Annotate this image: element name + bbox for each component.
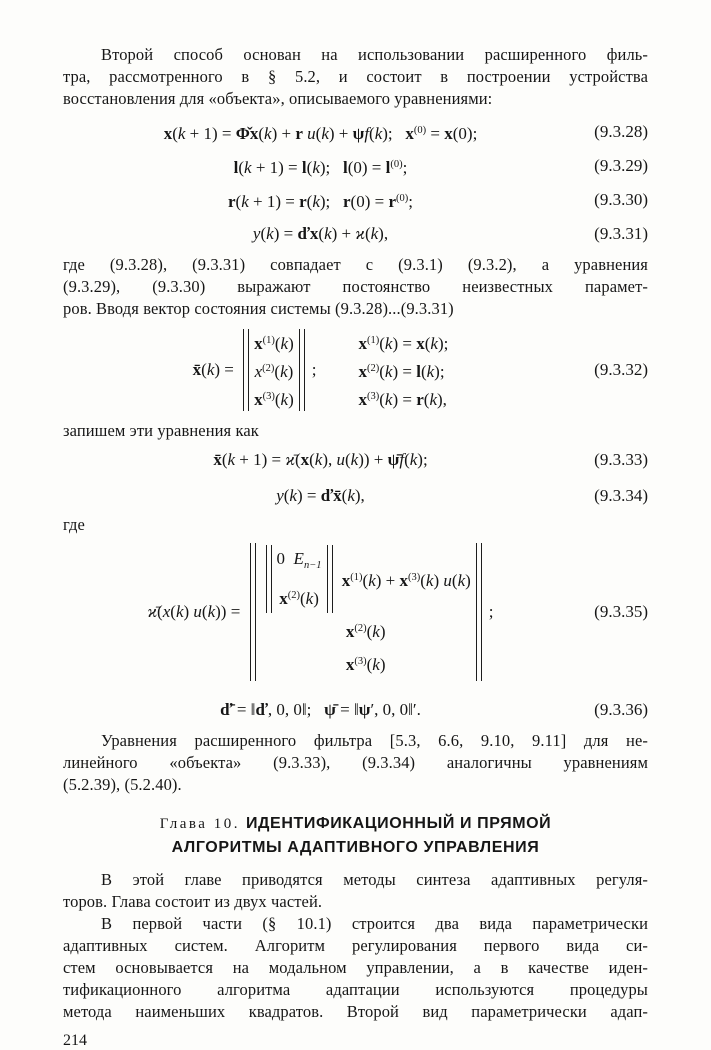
equation-body: l(k + 1) = l(k); $l(0) = l^{(0)}$;: [233, 157, 408, 177]
text-line: (9.3.29), (9.3.30) выражают постоянство неизвестных парамет-: [63, 277, 648, 296]
matrix-row: $x^{(3)}(k)$: [254, 390, 294, 409]
chapter-heading-line2: АЛГОРИТМЫ АДАПТИВНОГО УПРАВЛЕНИЯ: [171, 839, 540, 856]
equation-body: x(k + 1) = Φ̌x(k) + r u(k) + ψf(k); $x^{(0)} = x(0)$;: [163, 123, 478, 143]
norm-bar-icon: [299, 329, 305, 411]
text-line: тра, рассмотренного в § 5.2, и состоит в построении устройства: [63, 67, 648, 86]
chapter-heading: [63, 812, 648, 859]
page-number: 214: [63, 1032, 87, 1049]
chapter-title-part1: ИДЕНТИФИКАЦИОННЫЙ И ПРЯМОЙ: [245, 815, 552, 832]
text-line: Второй способ основан на использовании расширенного филь-: [101, 45, 648, 64]
text-line: где: [63, 515, 85, 534]
row-expression: $x^{(1)}(k) + x^{(3)}(k)$ u(k): [341, 570, 471, 590]
equation-body: r(k + 1) = r(k); $r(0) = r^{(0)}$;: [227, 191, 413, 211]
matrix-row: $x^{(1)}(k)$: [254, 334, 294, 353]
vector-row-1: [261, 544, 471, 614]
text-line: запишем эти уравнения как: [63, 421, 259, 440]
outer-vector: [261, 542, 471, 682]
equation-lhs: x̄(k) =: [192, 360, 239, 379]
equation-9-3-34: [63, 482, 648, 510]
matrix-row: $x^{(1)}(k) = x(k)$;: [358, 334, 449, 353]
paragraph-intro: [63, 44, 648, 110]
text-line: В первой части (§ 10.1) строится два вида параметрически: [101, 914, 648, 933]
equation-number: (9.3.30): [594, 190, 648, 209]
equation-9-3-29: [63, 152, 648, 180]
text-line: тификационного алгоритма адаптации используются процедуры: [63, 980, 648, 999]
text-line: стем основывается на модальном управлении, а в качестве иден-: [63, 958, 648, 977]
matrix-row: 0 $E_{n-1}$: [276, 549, 322, 571]
equation-number: (9.3.33): [594, 450, 648, 469]
equation-number: (9.3.32): [594, 360, 648, 379]
text-line: линейного «объекта» (9.3.33), (9.3.34) аналогичны уравнениям: [63, 753, 648, 772]
paragraph-rewrite: [63, 420, 648, 442]
equation-number: (9.3.34): [594, 486, 648, 505]
matrix-row: $x^{(2)}(k)$: [279, 589, 319, 608]
matrix-row: $x^{(2)}(k) = l(k)$;: [358, 362, 445, 381]
equation-9-3-35: [63, 538, 648, 686]
semicolon: ;: [488, 602, 494, 621]
matrix-row: $x^{(2)}(k)$: [254, 362, 294, 381]
text-line: В этой главе приводятся методы синтеза адаптивных регуля-: [101, 870, 648, 889]
equation-number: (9.3.29): [594, 156, 648, 175]
paragraph-chapter-intro: [63, 869, 648, 913]
text-line: где (9.3.28), (9.3.31) совпадает с (9.3.1) (9.3.2), а уравнения: [63, 255, 648, 274]
text-line: Уравнения расширенного фильтра [5.3, 6.6, 9.10, 9.11] для не-: [101, 731, 648, 750]
text-line: метода наименьших квадратов. Второй вид параметрически адап-: [63, 1002, 648, 1021]
equation-number: (9.3.35): [594, 602, 648, 621]
equation-9-3-33: [63, 446, 648, 474]
text-line: торов. Глава состоит из двух частей.: [63, 892, 323, 911]
vector-row-3: $x^{(3)}(k)$: [345, 655, 386, 674]
text-line: ров. Вводя вектор состояния системы (9.3.28)...(9.3.31): [63, 299, 454, 318]
state-vector-matrix: [254, 328, 294, 412]
matrix-row: $x^{(3)}(k) = r(k)$,: [358, 390, 447, 409]
equation-body: y(k) = ďx̄(k),: [276, 486, 365, 505]
norm-bar-icon: [250, 543, 256, 681]
paragraph-part1: [63, 913, 648, 1023]
equation-9-3-28: [63, 118, 648, 146]
chapter-label: Глава 10.: [159, 816, 240, 832]
semicolon: ;: [311, 360, 317, 379]
equation-lhs: ϰ̄(x(k) u(k)) =: [147, 602, 245, 621]
text-line: адаптивных систем. Алгоритм регулирования первого вида си-: [63, 936, 648, 955]
text-line: восстановления для «объекта», описываемого уравнениями:: [63, 89, 493, 108]
equation-9-3-32: [63, 324, 648, 416]
text-line: (5.2.39), (5.2.40).: [63, 775, 182, 794]
equation-number: (9.3.31): [594, 224, 648, 243]
equation-9-3-31: [63, 220, 648, 248]
paragraph-where-definitions: [63, 254, 648, 320]
norm-bar-icon: [243, 329, 249, 411]
norm-bar-icon: [476, 543, 482, 681]
vector-row-2: $x^{(2)}(k)$: [345, 622, 386, 641]
equation-body: x̄(k + 1) = ϰ̄(x(k), u(k)) + ψ̄f(k);: [213, 450, 428, 469]
equation-9-3-36: [63, 696, 648, 724]
inner-matrix: [277, 544, 322, 614]
norm-bar-icon: [327, 545, 333, 613]
equation-body: y(k) = ďx(k) + ϰ(k),: [252, 224, 389, 243]
equation-9-3-30: [63, 186, 648, 214]
paragraph-where: [63, 514, 648, 536]
paragraph-filter-note: [63, 730, 648, 796]
equation-number: (9.3.36): [594, 700, 648, 719]
equation-number: (9.3.28): [594, 122, 648, 141]
chapter-heading-line1: [63, 812, 648, 836]
norm-bar-icon: [266, 545, 272, 613]
equation-body: ď̄ = ‖ď, 0, 0‖; ψ̄ = ‖ψ′, 0, 0‖′.: [220, 700, 421, 719]
component-definitions: [359, 328, 449, 412]
